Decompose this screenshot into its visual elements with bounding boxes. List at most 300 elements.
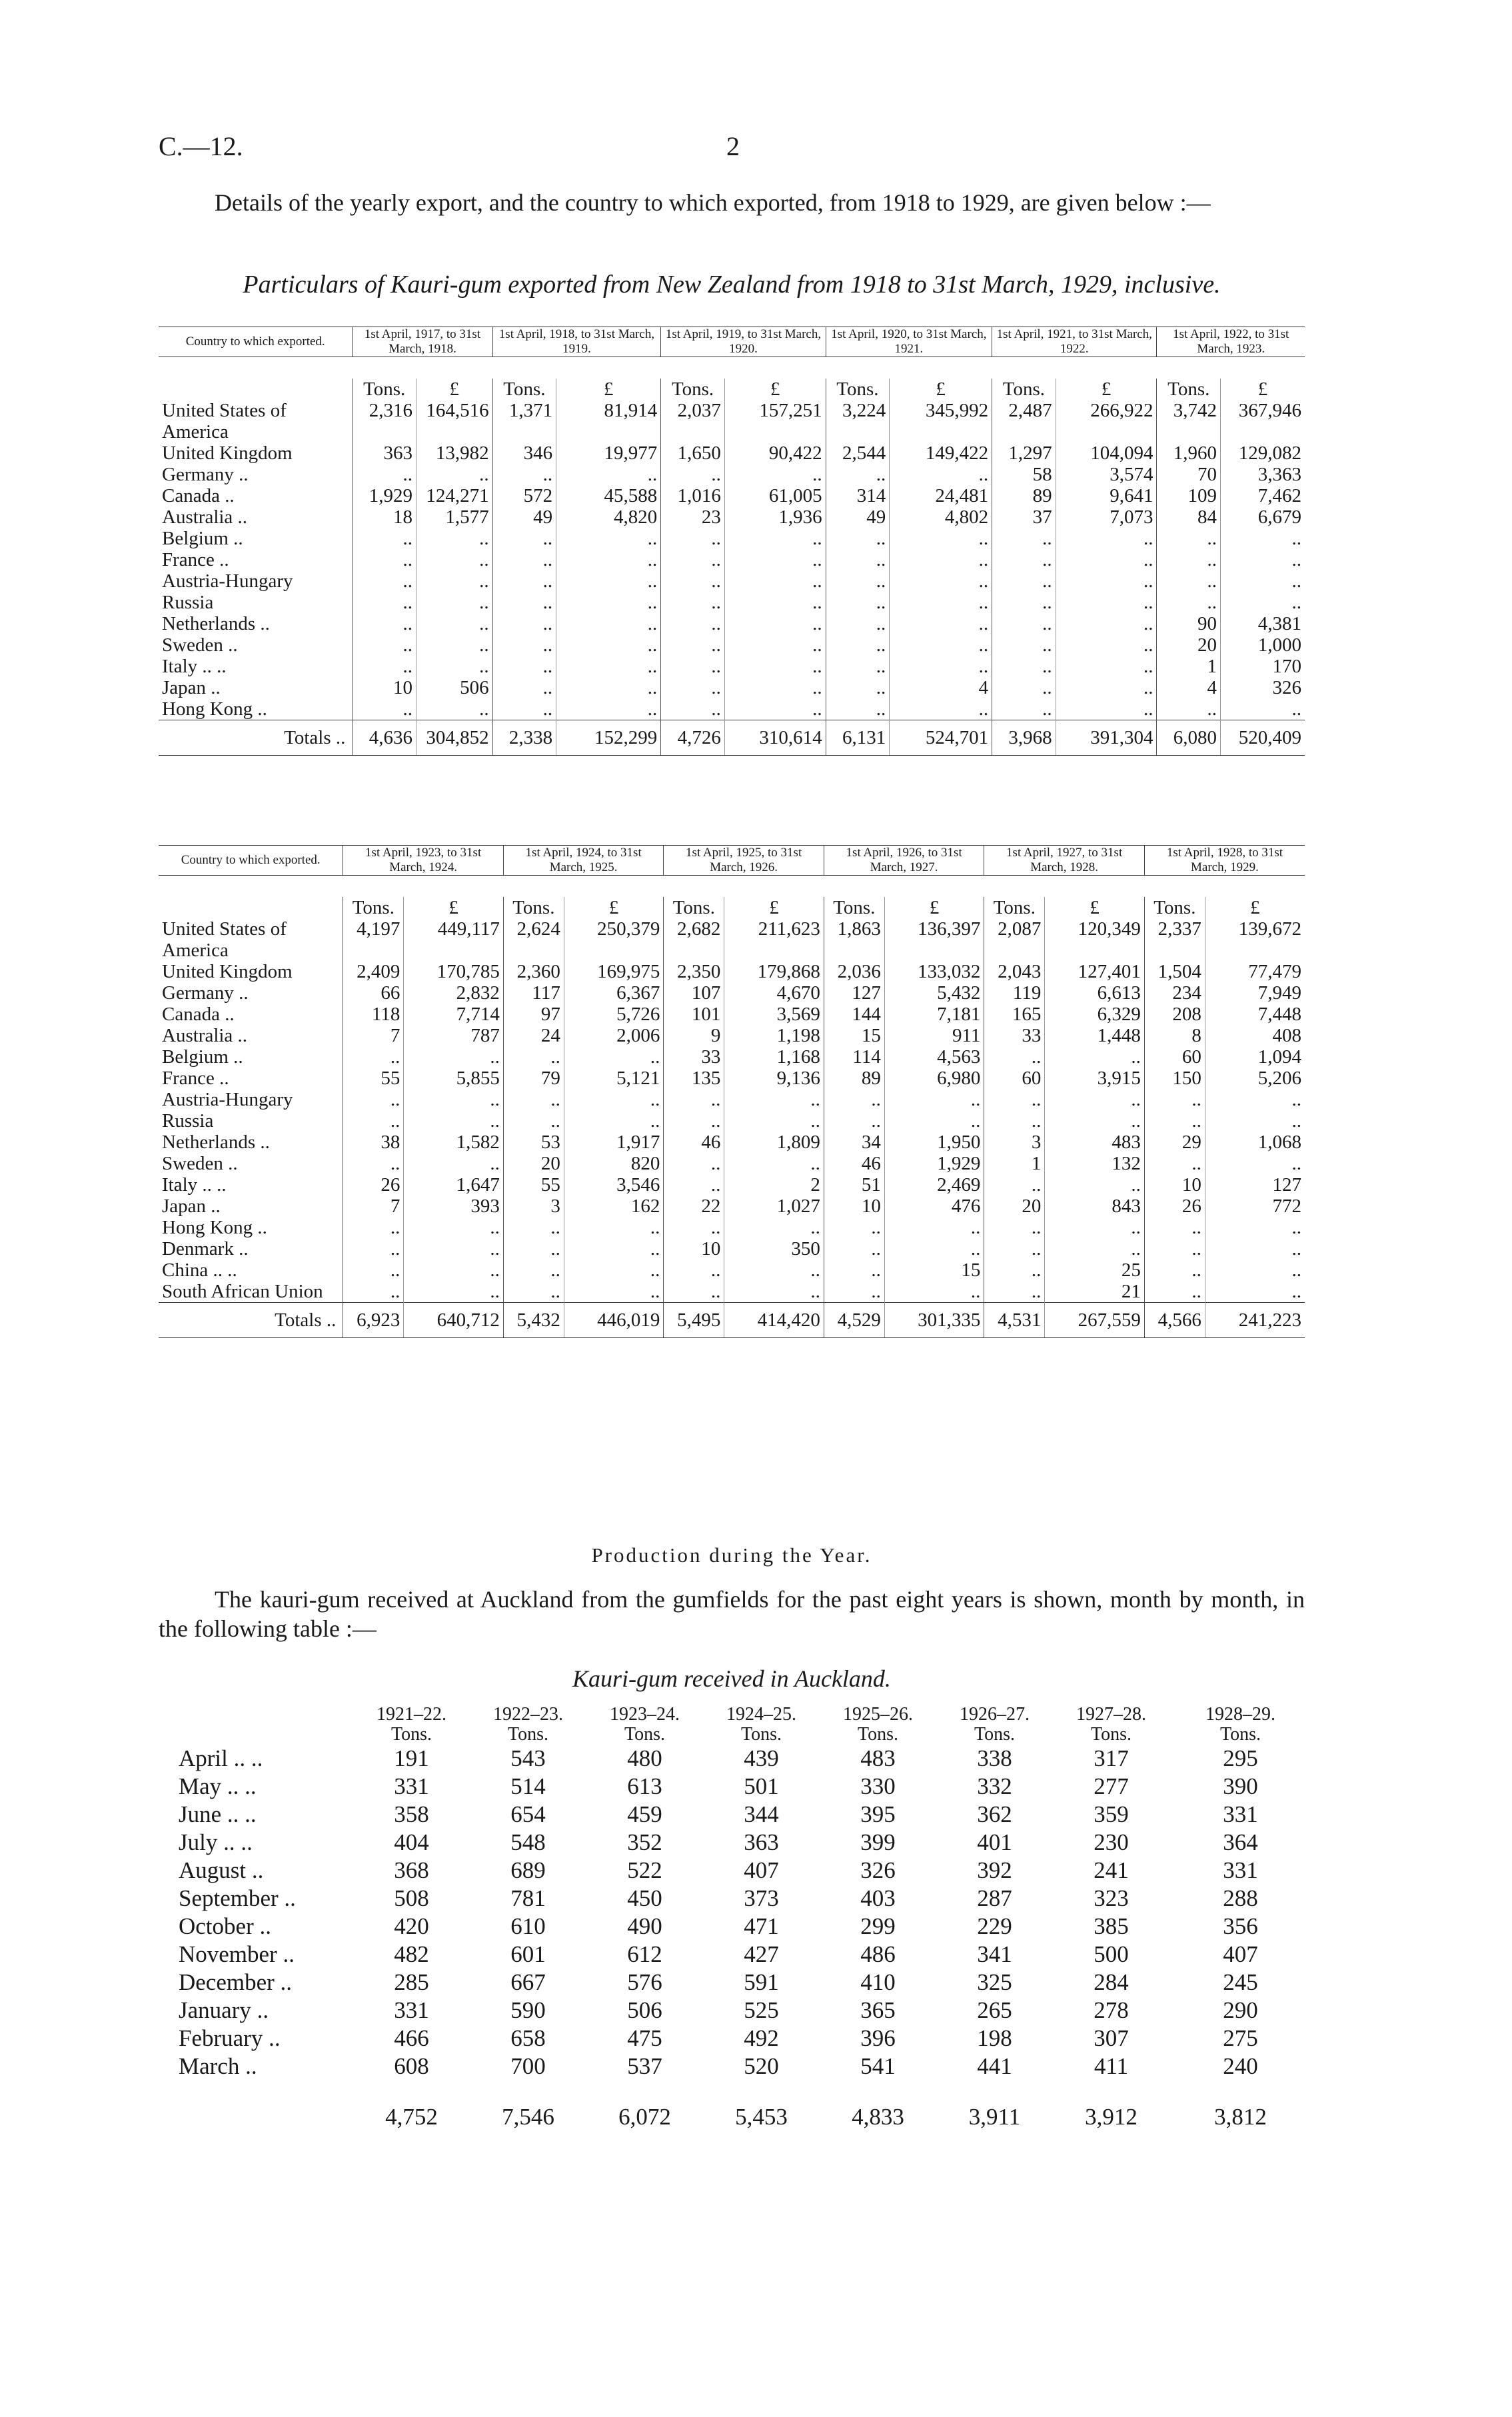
value-cell: 162 <box>564 1196 664 1217</box>
country-name: Austria-Hungary <box>162 1089 293 1110</box>
value-cell: 81,914 <box>556 400 661 442</box>
total-value: 640,712 <box>404 1303 504 1338</box>
tons-value: 358 <box>394 1801 429 1827</box>
tons-cell: .. <box>824 1110 884 1132</box>
value-cell: 25 <box>1045 1259 1145 1281</box>
value-cell: 21 <box>1045 1281 1145 1303</box>
value-cell: 4,381 <box>1221 613 1305 634</box>
tons-value: 543 <box>510 1745 546 1771</box>
value-cell: 408 <box>1205 1025 1305 1046</box>
tons-cell: .. <box>343 1089 404 1110</box>
country-name: Germany .. <box>162 464 249 485</box>
value-cell: .. <box>404 1110 504 1132</box>
value-cell: 4,802 <box>890 506 992 528</box>
table-row <box>159 1004 1305 1025</box>
country-name: Austria-Hungary <box>162 570 293 592</box>
value-cell: 1,582 <box>404 1132 504 1153</box>
value-cell: 7,714 <box>404 1004 504 1025</box>
total-value: 524,701 <box>890 720 992 756</box>
tons-cell: .. <box>992 549 1056 570</box>
value-cell: 1,448 <box>1045 1025 1145 1046</box>
tons-value: 356 <box>1223 1913 1258 1939</box>
tons-cell: .. <box>492 698 556 720</box>
tons-value: 364 <box>1223 1829 1258 1855</box>
export-table-1918-1923 <box>159 327 1305 756</box>
unit-tons: Tons. <box>826 379 890 400</box>
period-column-header: 1st April, 1917, to 31st March, 1918. <box>353 327 492 357</box>
tons-value: 365 <box>860 1997 896 2023</box>
tons-cell: .. <box>492 656 556 677</box>
tons-cell: .. <box>661 634 725 656</box>
country-name: France .. <box>162 549 229 570</box>
tons-value: 667 <box>510 1969 546 1995</box>
value-cell: .. <box>724 677 826 698</box>
value-cell: .. <box>416 613 492 634</box>
tons-cell: 18 <box>353 506 416 528</box>
tons-cell: .. <box>503 1259 564 1281</box>
table-caption: Particulars of Kauri-gum exported from New Zealand from 1918 to 31st March, 1929, inclusive. <box>243 271 1221 299</box>
tons-value: 331 <box>1223 1857 1258 1883</box>
tons-cell: .. <box>826 592 890 613</box>
totals-row <box>179 2080 1311 2131</box>
totals-label: Totals .. <box>159 1303 343 1338</box>
value-cell: .. <box>890 634 992 656</box>
tons-cell: .. <box>824 1238 884 1259</box>
tons-cell: 10 <box>664 1238 724 1259</box>
tons-value: 407 <box>744 1857 779 1883</box>
table-row <box>159 1196 1305 1217</box>
tons-cell: .. <box>343 1046 404 1068</box>
tons-cell: 2,487 <box>992 400 1056 442</box>
tons-cell: .. <box>1144 1281 1205 1303</box>
tons-cell: .. <box>992 677 1056 698</box>
value-cell: .. <box>724 592 826 613</box>
tons-cell: .. <box>664 1089 724 1110</box>
country-name: Belgium .. <box>162 1046 243 1068</box>
value-cell: .. <box>724 1089 824 1110</box>
tons-cell: 2,337 <box>1144 918 1205 961</box>
value-cell: .. <box>1045 1174 1145 1196</box>
unit-tons: Tons. <box>824 897 884 918</box>
tons-cell: .. <box>503 1110 564 1132</box>
tons-cell: 1,650 <box>661 442 725 464</box>
tons-cell: .. <box>492 613 556 634</box>
month-row <box>179 2052 1311 2080</box>
value-cell: 7,181 <box>884 1004 984 1025</box>
period-column-header: 1st April, 1928, to 31st March, 1929. <box>1144 846 1305 876</box>
table-row <box>159 464 1305 485</box>
tons-cell: .. <box>1157 698 1221 720</box>
value-cell: 149,422 <box>890 442 992 464</box>
value-cell: .. <box>1045 1110 1145 1132</box>
tons-cell: .. <box>503 1238 564 1259</box>
value-cell: .. <box>1205 1238 1305 1259</box>
tons-value: 500 <box>1094 1941 1129 1967</box>
tons-cell: 49 <box>492 506 556 528</box>
tons-cell: .. <box>984 1174 1045 1196</box>
tons-cell: 23 <box>661 506 725 528</box>
tons-value: 492 <box>744 2025 779 2051</box>
tons-cell: 1,929 <box>353 485 416 506</box>
country-column-header: Country to which exported. <box>159 846 343 876</box>
tons-value: 439 <box>744 1745 779 1771</box>
value-cell: 2,469 <box>884 1174 984 1196</box>
tons-cell: 2,360 <box>503 961 564 982</box>
value-cell: .. <box>404 1259 504 1281</box>
tons-cell: .. <box>492 464 556 485</box>
tons-cell: .. <box>1144 1153 1205 1174</box>
value-cell: .. <box>724 634 826 656</box>
unit-pounds: £ <box>556 379 661 400</box>
total-tons: 6,923 <box>343 1303 404 1338</box>
totals-label: Totals .. <box>159 720 353 756</box>
tons-value: 191 <box>394 1745 429 1771</box>
value-cell: 6,367 <box>564 982 664 1004</box>
month-column-spacer <box>179 1705 353 1725</box>
table-row <box>159 528 1305 549</box>
value-cell: 1,027 <box>724 1196 824 1217</box>
tons-cell: .. <box>664 1217 724 1238</box>
tons-value: 396 <box>860 2025 896 2051</box>
value-cell: 7,073 <box>1056 506 1157 528</box>
value-cell: 326 <box>1221 677 1305 698</box>
tons-cell: .. <box>353 549 416 570</box>
total-tons: 3,911 <box>968 2104 1021 2130</box>
value-cell: .. <box>1221 570 1305 592</box>
tons-value: 362 <box>977 1801 1012 1827</box>
tons-cell: .. <box>1144 1238 1205 1259</box>
table-row <box>159 961 1305 982</box>
table-row <box>159 634 1305 656</box>
table-row <box>159 570 1305 592</box>
export-table-1923-1929 <box>159 845 1305 1338</box>
tons-cell: .. <box>826 549 890 570</box>
table-row <box>159 677 1305 698</box>
tons-cell: .. <box>353 698 416 720</box>
tons-cell: 37 <box>992 506 1056 528</box>
tons-value: 508 <box>394 1885 429 1911</box>
value-cell: 7,949 <box>1205 982 1305 1004</box>
value-cell: 4,670 <box>724 982 824 1004</box>
tons-value: 601 <box>510 1941 546 1967</box>
value-cell: 6,613 <box>1045 982 1145 1004</box>
tons-cell: 66 <box>343 982 404 1004</box>
tons-cell: .. <box>824 1089 884 1110</box>
value-cell: 6,679 <box>1221 506 1305 528</box>
value-cell: .. <box>1056 677 1157 698</box>
total-tons: 4,529 <box>824 1303 884 1338</box>
tons-cell: 144 <box>824 1004 884 1025</box>
tons-cell: 22 <box>664 1196 724 1217</box>
value-cell: .. <box>1221 592 1305 613</box>
tons-value: 486 <box>860 1941 896 1967</box>
tons-cell: 109 <box>1157 485 1221 506</box>
production-paragraph: The kauri-gum received at Auckland from the gumfields for the past eight years is shown, month by month, in the following table :— <box>159 1586 1305 1642</box>
total-tons: 6,072 <box>618 2104 671 2130</box>
tons-cell: 135 <box>664 1068 724 1089</box>
value-cell: .. <box>724 549 826 570</box>
value-cell: .. <box>556 677 661 698</box>
tons-value: 399 <box>860 1829 896 1855</box>
tons-cell: 1,016 <box>661 485 725 506</box>
value-cell: 77,479 <box>1205 961 1305 982</box>
tons-value: 395 <box>860 1801 896 1827</box>
tons-value: 781 <box>510 1885 546 1911</box>
tons-cell: .. <box>984 1110 1045 1132</box>
total-value: 310,614 <box>724 720 826 756</box>
value-cell: .. <box>564 1259 664 1281</box>
table-row <box>159 918 1305 961</box>
value-cell: 6,329 <box>1045 1004 1145 1025</box>
period-column-header: 1st April, 1919, to 31st March, 1920. <box>661 327 826 357</box>
value-cell: .. <box>1045 1238 1145 1259</box>
tons-cell: .. <box>1144 1217 1205 1238</box>
value-cell: 61,005 <box>724 485 826 506</box>
tons-cell: 208 <box>1144 1004 1205 1025</box>
tons-cell: 3,224 <box>826 400 890 442</box>
tons-cell: .. <box>661 677 725 698</box>
page-reference: C.—12. <box>159 131 243 161</box>
value-cell: 9,136 <box>724 1068 824 1089</box>
tons-cell: .. <box>992 528 1056 549</box>
value-cell: .. <box>416 570 492 592</box>
tons-cell: 55 <box>503 1174 564 1196</box>
country-name: France .. <box>162 1068 229 1089</box>
tons-cell: 117 <box>503 982 564 1004</box>
value-cell: 127 <box>1205 1174 1305 1196</box>
value-cell: .. <box>1205 1089 1305 1110</box>
month-name: July .. .. <box>179 1829 253 1855</box>
period-column-header: 1st April, 1925, to 31st March, 1926. <box>664 846 824 876</box>
total-tons: 2,338 <box>492 720 556 756</box>
tons-cell: .. <box>492 592 556 613</box>
tons-value: 390 <box>1223 1773 1258 1799</box>
tons-cell: .. <box>503 1046 564 1068</box>
unit-tons: Tons. <box>1219 1724 1261 1745</box>
month-row <box>179 1773 1311 1801</box>
value-cell: .. <box>404 1153 504 1174</box>
tons-value: 401 <box>977 1829 1012 1855</box>
value-cell: .. <box>1056 634 1157 656</box>
tons-value: 537 <box>627 2053 662 2079</box>
table-row <box>159 982 1305 1004</box>
tons-value: 407 <box>1223 1941 1258 1967</box>
tons-value: 332 <box>977 1773 1012 1799</box>
tons-cell: .. <box>353 570 416 592</box>
month-row <box>179 1745 1311 1773</box>
value-cell: .. <box>416 592 492 613</box>
total-value: 267,559 <box>1045 1303 1145 1338</box>
year-header: 1924–25. <box>726 1704 796 1725</box>
value-cell: .. <box>884 1089 984 1110</box>
tons-value: 284 <box>1094 1969 1129 1995</box>
value-cell: .. <box>1045 1046 1145 1068</box>
tons-cell: .. <box>492 677 556 698</box>
tons-cell: 118 <box>343 1004 404 1025</box>
tons-cell: 89 <box>824 1068 884 1089</box>
unit-tons: Tons. <box>390 1724 432 1745</box>
tons-value: 278 <box>1094 1997 1129 2023</box>
month-name: September .. <box>179 1885 296 1911</box>
tons-value: 230 <box>1094 1829 1129 1855</box>
value-cell: 6,980 <box>884 1068 984 1089</box>
month-row <box>179 2024 1311 2052</box>
tons-cell: .. <box>992 698 1056 720</box>
tons-value: 427 <box>744 1941 779 1967</box>
value-cell: .. <box>1045 1089 1145 1110</box>
tons-value: 403 <box>860 1885 896 1911</box>
tons-cell: .. <box>353 634 416 656</box>
tons-value: 373 <box>744 1885 779 1911</box>
table-row <box>159 656 1305 677</box>
table-row <box>159 442 1305 464</box>
value-cell: 45,588 <box>556 485 661 506</box>
value-cell: 9,641 <box>1056 485 1157 506</box>
period-column-header: 1st April, 1924, to 31st March, 1925. <box>503 846 664 876</box>
tons-cell: 90 <box>1157 613 1221 634</box>
value-cell: 7,448 <box>1205 1004 1305 1025</box>
tons-cell: 89 <box>992 485 1056 506</box>
tons-cell: 572 <box>492 485 556 506</box>
country-name: South African Union <box>162 1281 323 1302</box>
value-cell: .. <box>724 1110 824 1132</box>
value-cell: 120,349 <box>1045 918 1145 961</box>
tons-cell: 234 <box>1144 982 1205 1004</box>
value-cell: .. <box>416 464 492 485</box>
tons-cell: .. <box>992 570 1056 592</box>
tons-cell: .. <box>992 613 1056 634</box>
tons-value: 265 <box>977 1997 1012 2023</box>
unit-tons: Tons. <box>353 379 416 400</box>
value-cell: 2,832 <box>404 982 504 1004</box>
value-cell: 170,785 <box>404 961 504 982</box>
country-name: United States of America <box>162 918 287 961</box>
tons-value: 411 <box>1094 2053 1129 2079</box>
tons-value: 514 <box>510 1773 546 1799</box>
tons-cell: 363 <box>353 442 416 464</box>
tons-cell: .. <box>992 656 1056 677</box>
value-cell: .. <box>890 549 992 570</box>
tons-value: 359 <box>1094 1801 1129 1827</box>
tons-cell: 2,316 <box>353 400 416 442</box>
period-column-header: 1st April, 1922, to 31st March, 1923. <box>1157 327 1305 357</box>
value-cell: .. <box>724 613 826 634</box>
tons-cell: 1,504 <box>1144 961 1205 982</box>
tons-value: 482 <box>394 1941 429 1967</box>
unit-tons: Tons. <box>1157 379 1221 400</box>
country-name: Russia <box>162 592 214 613</box>
year-header-row <box>179 1705 1311 1725</box>
tons-cell: .. <box>1157 592 1221 613</box>
value-cell: 5,855 <box>404 1068 504 1089</box>
value-cell: .. <box>724 1153 824 1174</box>
unit-tons: Tons. <box>507 1724 549 1745</box>
tons-cell: .. <box>992 634 1056 656</box>
tons-cell: .. <box>492 634 556 656</box>
tons-value: 331 <box>394 1773 429 1799</box>
tons-value: 385 <box>1094 1913 1129 1939</box>
tons-cell: 7 <box>343 1196 404 1217</box>
value-cell: .. <box>556 464 661 485</box>
value-cell: .. <box>1056 528 1157 549</box>
tons-cell: .. <box>353 592 416 613</box>
month-row <box>179 1969 1311 1997</box>
value-cell: 127,401 <box>1045 961 1145 982</box>
value-cell: 104,094 <box>1056 442 1157 464</box>
country-name: Russia <box>162 1110 214 1132</box>
value-cell: 3,546 <box>564 1174 664 1196</box>
tons-cell: 9 <box>664 1025 724 1046</box>
tons-cell: 20 <box>503 1153 564 1174</box>
value-cell: 1,936 <box>724 506 826 528</box>
value-cell: .. <box>724 464 826 485</box>
tons-value: 285 <box>394 1969 429 1995</box>
tons-cell: 3,742 <box>1157 400 1221 442</box>
tons-cell: 33 <box>984 1025 1045 1046</box>
production-heading: Production during the Year. <box>591 1543 872 1567</box>
value-cell: .. <box>890 464 992 485</box>
totals-spacer <box>179 2080 353 2131</box>
total-tons: 4,531 <box>984 1303 1045 1338</box>
tons-cell: 10 <box>824 1196 884 1217</box>
value-cell: .. <box>556 634 661 656</box>
year-header: 1921–22. <box>377 1704 446 1725</box>
total-tons: 4,752 <box>385 2104 438 2130</box>
value-cell: 3,915 <box>1045 1068 1145 1089</box>
tons-cell: .. <box>353 464 416 485</box>
tons-value: 590 <box>510 1997 546 2023</box>
tons-value: 229 <box>977 1913 1012 1939</box>
value-cell: 911 <box>884 1025 984 1046</box>
total-value: 414,420 <box>724 1303 824 1338</box>
tons-cell: 97 <box>503 1004 564 1025</box>
year-header: 1926–27. <box>960 1704 1030 1725</box>
table-row <box>159 1281 1305 1303</box>
value-cell: 4,820 <box>556 506 661 528</box>
table-row <box>159 506 1305 528</box>
tons-cell: .. <box>343 1238 404 1259</box>
value-cell: .. <box>724 1281 824 1303</box>
period-column-header: 1st April, 1921, to 31st March, 1922. <box>992 327 1157 357</box>
value-cell: .. <box>556 656 661 677</box>
tons-value: 490 <box>627 1913 662 1939</box>
tons-cell: 58 <box>992 464 1056 485</box>
tons-value: 475 <box>627 2025 662 2051</box>
tons-cell: 1,297 <box>992 442 1056 464</box>
tons-cell: 29 <box>1144 1132 1205 1153</box>
unit-tons: Tons. <box>664 897 724 918</box>
tons-cell: .. <box>661 464 725 485</box>
value-cell: .. <box>890 592 992 613</box>
value-cell: 820 <box>564 1153 664 1174</box>
tons-cell: .. <box>503 1281 564 1303</box>
value-cell: .. <box>556 592 661 613</box>
tons-value: 275 <box>1223 2025 1258 2051</box>
unit-tons: Tons. <box>974 1724 1016 1745</box>
tons-cell: .. <box>661 613 725 634</box>
tons-value: 410 <box>860 1969 896 1995</box>
value-cell: .. <box>1056 570 1157 592</box>
tons-cell: .. <box>503 1217 564 1238</box>
value-cell: 483 <box>1045 1132 1145 1153</box>
tons-cell: 24 <box>503 1025 564 1046</box>
tons-cell: .. <box>984 1046 1045 1068</box>
tons-value: 290 <box>1223 1997 1258 2023</box>
tons-value: 576 <box>627 1969 662 1995</box>
tons-value: 325 <box>977 1969 1012 1995</box>
tons-value: 612 <box>627 1941 662 1967</box>
value-cell: 5,206 <box>1205 1068 1305 1089</box>
